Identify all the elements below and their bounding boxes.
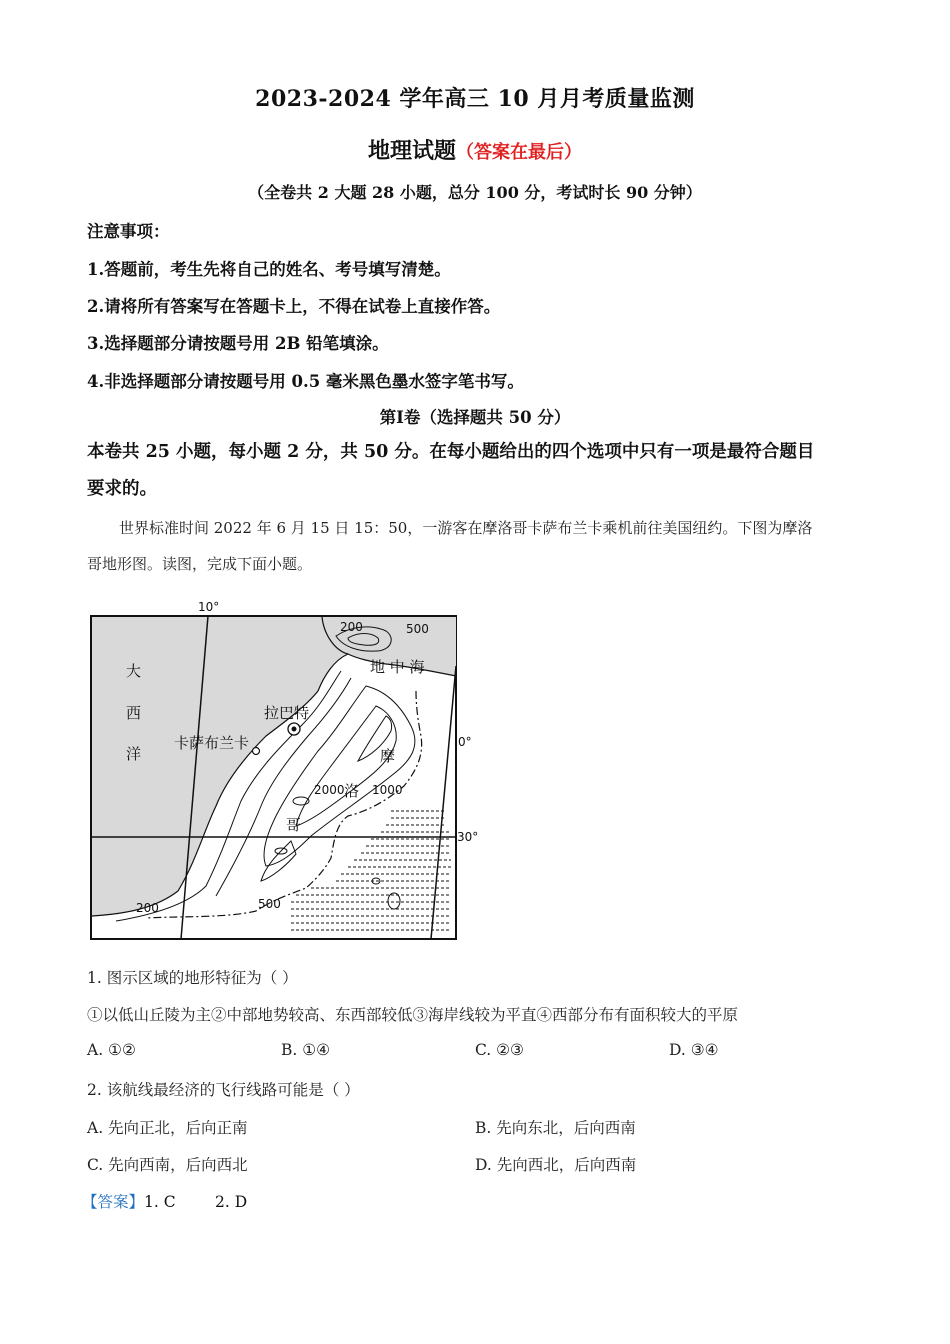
rabat-capital-dot bbox=[292, 727, 297, 732]
country-label-3: 哥 bbox=[286, 816, 302, 834]
atlantic-label-3: 洋 bbox=[126, 745, 142, 763]
contour-label-500-bottom: 500 bbox=[258, 897, 281, 911]
casablanca-marker bbox=[253, 748, 260, 755]
section-heading: 第Ⅰ卷（选择题共 50 分） bbox=[379, 408, 571, 427]
contour-label-200-bottom: 200 bbox=[136, 901, 159, 915]
exam-meta: （全卷共 2 大题 28 小题，总分 100 分，考试时长 90 分钟） bbox=[248, 183, 702, 202]
question-2-option-b: B. 先向东北，后向西南 bbox=[475, 1119, 636, 1137]
question-1-statements: ①以低山丘陵为主②中部地势较高、东西部较低③海岸线较为平直④西部分布有面积较大的平原 bbox=[87, 1006, 739, 1024]
notice-heading: 注意事项： bbox=[87, 222, 170, 241]
morocco-topographic-map bbox=[86, 596, 479, 948]
question-stem-line-2: 哥地形图。读图，完成下面小题。 bbox=[87, 555, 313, 573]
question-stem-line-1: 世界标准时间 2022 年 6 月 15 日 15：50，一游客在摩洛哥卡萨布兰卡乘机前往美国纽约。下图为摩洛 bbox=[119, 519, 813, 537]
mediterranean-label: 地 中 海 bbox=[370, 658, 425, 676]
notice-item-4: 4.非选择题部分请按题号用 0.5 毫米黑色墨水签字笔书写。 bbox=[87, 372, 524, 391]
answer-text: 1. C 2. D bbox=[144, 1193, 248, 1211]
answer-tag: 【答案】 bbox=[82, 1193, 145, 1211]
contour-label-200-top: 200 bbox=[340, 620, 363, 634]
map-svg bbox=[86, 596, 479, 948]
rabat-label: 拉巴特 bbox=[264, 704, 310, 722]
subject-title bbox=[0, 134, 950, 165]
question-2-option-a: A. 先向正北，后向正南 bbox=[87, 1119, 248, 1137]
atlantic-label-2: 西 bbox=[126, 704, 142, 722]
question-2-option-c: C. 先向西南，后向西北 bbox=[87, 1156, 248, 1174]
country-label-2: 洛 bbox=[344, 782, 360, 800]
question-1-option-b: B. ①④ bbox=[281, 1041, 331, 1059]
contour-label-500-top: 500 bbox=[406, 622, 429, 636]
notice-item-2: 2.请将所有答案写在答题卡上，不得在试卷上直接作答。 bbox=[87, 297, 501, 316]
question-1-stem: 1. 图示区域的地形特征为（ ） bbox=[87, 969, 298, 987]
notice-item-1: 1.答题前，考生先将自己的姓名、考号填写清楚。 bbox=[87, 260, 451, 279]
atlantic-label-1: 大 bbox=[126, 662, 142, 680]
casablanca-label: 卡萨布兰卡 bbox=[174, 734, 250, 752]
lon-0-label: 0° bbox=[458, 735, 472, 749]
country-label-1: 摩 bbox=[380, 747, 396, 765]
notice-item-3: 3.选择题部分请按题号用 2B 铅笔填涂。 bbox=[87, 334, 389, 353]
subject-name: 地理试题 bbox=[367, 138, 456, 164]
contour-label-1000: 1000 bbox=[372, 783, 403, 797]
question-1-option-a: A. ①② bbox=[87, 1041, 136, 1059]
answer-line bbox=[82, 1190, 247, 1212]
question-1-option-c: C. ②③ bbox=[475, 1041, 524, 1059]
question-2-stem: 2. 该航线最经济的飞行线路可能是（ ） bbox=[87, 1081, 360, 1099]
contour-label-2000: 2000 bbox=[314, 783, 345, 797]
lon-10-label: 10° bbox=[198, 600, 220, 614]
lat-30-label: 30° bbox=[457, 830, 479, 844]
section-intro-line-2: 要求的。 bbox=[87, 479, 157, 499]
answer-location-note: （答案在最后） bbox=[456, 142, 582, 163]
section-intro-line-1: 本卷共 25 小题，每小题 2 分，共 50 分。在每小题给出的四个选项中只有一项是最符合题目 bbox=[87, 442, 815, 462]
exam-title: 2023-2024 学年高三 10 月月考质量监测 bbox=[255, 86, 695, 112]
question-2-option-d: D. 先向西北，后向西南 bbox=[475, 1156, 637, 1174]
question-1-option-d: D. ③④ bbox=[669, 1041, 719, 1059]
